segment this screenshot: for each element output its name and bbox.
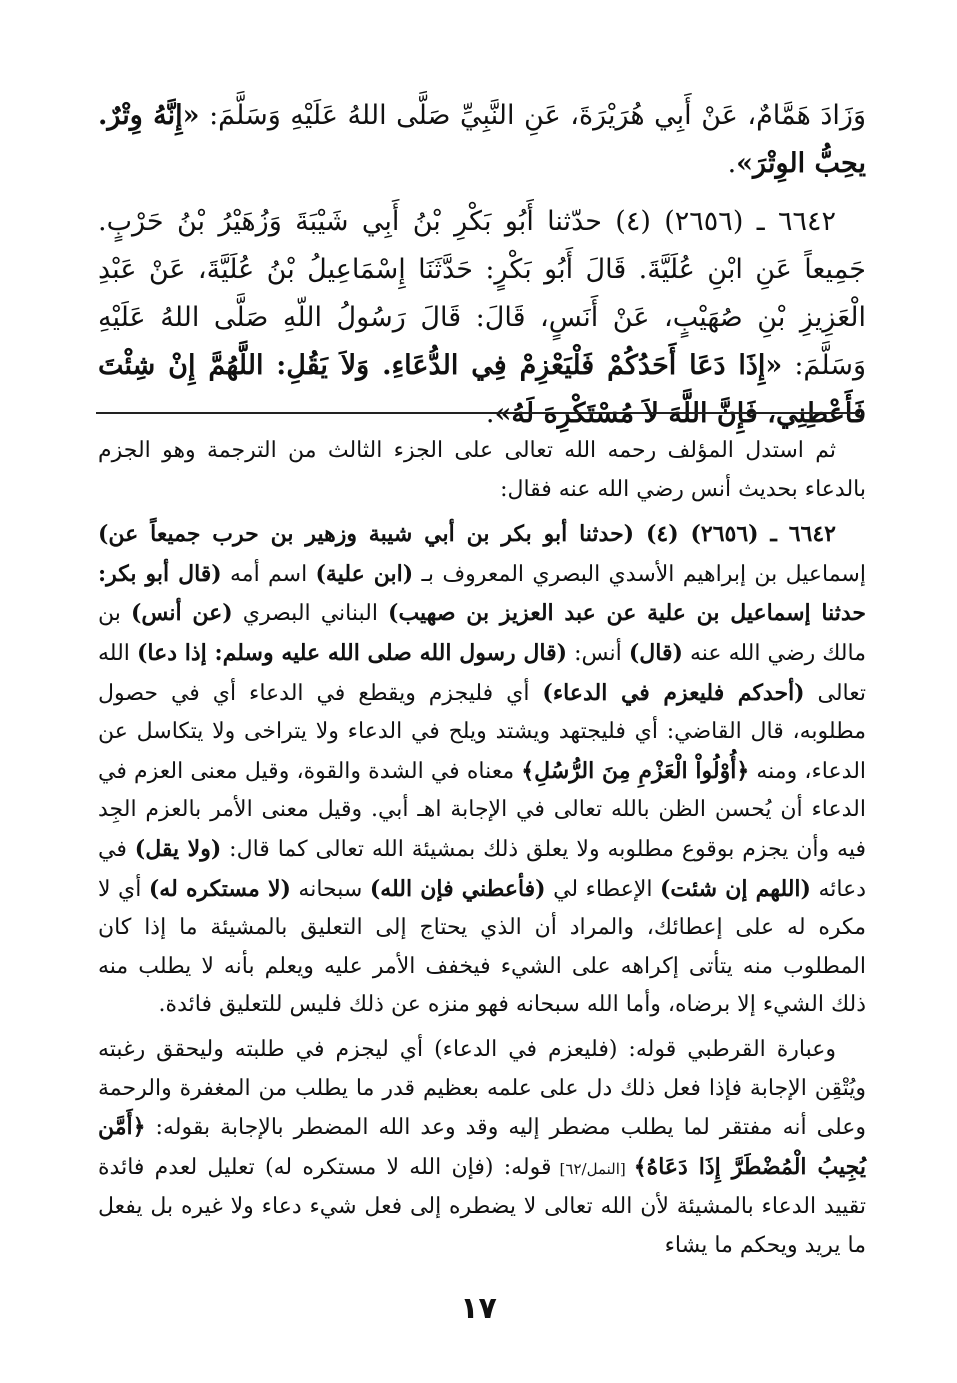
quran-verse: ﴿أَمَّن يُجِيبُ الْمُضْطَرَّ إِذَا دَعَاهُ﴾ — [98, 1114, 867, 1180]
hadith-text — [98, 92, 866, 438]
commentary-intro: ثم استدل المؤلف رحمه الله تعالى على الجزء الثالث من الترجمة وهو الجزم بالدعاء بحديث أنس رضي الله عنه فقال: — [98, 438, 866, 502]
hadith-paragraph-2: ٦٦٤٢ ـ (٢٦٥٦) (٤) حدّثنا أَبُو بَكْرِ بْنُ أَبِي شَيْبَةَ وَزُهَيْرُ بْنُ حَرْبٍ. جَمِيعاً عَنِ ابْنِ عُلَيَّةَ. قَالَ أَبُو بَكْرٍ: حَدَّثَنَا إِسْمَاعِيلُ بْنُ عُلَيَّةَ، عَنْ عَبْدِ الْعَزِيزِ بْنِ صُهَيْبٍ، عَنْ أَنَسٍ، قَالَ: قَالَ رَسُولُ اللّهِ صَلَّى اللهُ عَلَيْهِ وَسَلَّمَ: «إِذَا دَعَا أَحَدُكُمْ فَلْيَعْزِمْ فِي الدُّعَاءِ. وَلاَ يَقُلِ: اللَّهُمَّ إِنْ شِئْتَ فَأَعْطِنِي، فَإِنَّ اللَّهَ لاَ مُسْتَكْرِهَ لَهُ». — [98, 206, 867, 429]
quran-verse: ﴿أُوْلُواْ الْعَزْمِ مِنَ الرُّسُلِ﴾ — [521, 757, 750, 784]
commentary-text — [98, 432, 866, 1265]
verse-reference: [النمل/٦٢] — [551, 1159, 634, 1178]
prophetic-saying: «إِنَّهُ وِتْرٌ. يحِبُّ الوِتْرَ» — [98, 100, 866, 179]
prophetic-saying: «إِذَا دَعَا أَحَدُكُمْ فَلْيَعْزِمْ فِي الدُّعَاءِ. وَلاَ يَقُلِ: اللَّهُمَّ إِنْ شِئْتَ فَأَعْطِنِي، فَإِنَّ اللَّهَ لاَ مُسْتَكْرِهَ لَهُ» — [98, 350, 866, 429]
commentary-main: ٦٦٤٢ ـ (٢٦٥٦) (٤) (حدثنا أبو بكر بن أبي شيبة وزهير بن حرب جميعاً عن) إسماعيل بن إبراهيم الأسدي البصري المعروف بـ (ابن علية) اسم أمه (قال أبو بكر: حدثنا إسماعيل بن علية عن عبد العزيز بن صهيب) البناني البصري (عن أنس) بن مالك رضي الله عنه (قال) أنس: (قال رسول الله صلى الله عليه وسلم: إذا دعا) الله تعالى (أحدكم فليعزم في الدعاء) أي فليجزم ويقطع في الدعاء أي في حصول مطلوبه، قال القاضي: أي فليجتهد ويشتد ويلح في الدعاء ولا يتراخى ولا يتكاسل عن الدعاء، ومنه ﴿أُوْلُواْ الْعَزْمِ مِنَ الرُّسُلِ﴾ معناه في الشدة والقوة، وقيل معنى العزم في الدعاء أن يُحسن الظن بالله تعالى في الإجابة اهـ أبي. وقيل معنى الأمر بالعزم الجِد فيه وأن يجزم بوقوع مطلوبه ولا يعلق ذلك بمشيئة الله تعالى كما قال: (ولا يقل) في دعائه (اللهم إن شئت) الإعطاء لي (فأعطني فإن الله) سبحانه (لا مستكره له) أي لا مكره له على إعطائك، والمراد أن الذي يحتاج إلى التعليق بالمشيئة ما إذا كان المطلوب منه يتأتى إكراهه على الشيء فيخفف الأمر عليه ويعلم بأنه لا يطلب منه ذلك الشيء إلا برضاه، وأما الله سبحانه فهو منزه عن ذلك فليس للتعليق فائدة. — [98, 521, 867, 1018]
section-divider — [96, 412, 860, 414]
page-number: ١٧ — [460, 1291, 497, 1326]
commentary-qurtubi: وعبارة القرطبي قوله: (فليعزم في الدعاء) أي ليجزم في طلبته وليحقق رغبته ويُتْقِن الإجابة فإذا فعل ذلك دل على علمه بعظيم قدر ما يطلب من المغفرة والرحمة وعلى أنه مفتقر لما يطلب مضطر إليه وقد وعد الله المضطر بالإجابة بقوله: ﴿أَمَّن يُجِيبُ الْمُضْطَرَّ إِذَا دَعَاهُ﴾ [النمل/٦٢] قوله: (فإن الله لا مستكره له) تعليل لعدم فائدة تقييد الدعاء بالمشيئة لأن الله تعالى لا يضطره إلى فعل شيء دعاء ولا غيره بل يفعل ما يريد ويحكم ما يشاء — [98, 1036, 867, 1258]
hadith-paragraph-1: وَزَادَ هَمَّامٌ، عَنْ أَبِي هُرَيْرَةَ، عَنِ النَّبِيِّ صَلَّى اللهُ عَلَيْهِ وَسَلَّمَ: «إِنَّهُ وِتْرٌ. يحِبُّ الوِتْرَ». — [98, 100, 866, 179]
